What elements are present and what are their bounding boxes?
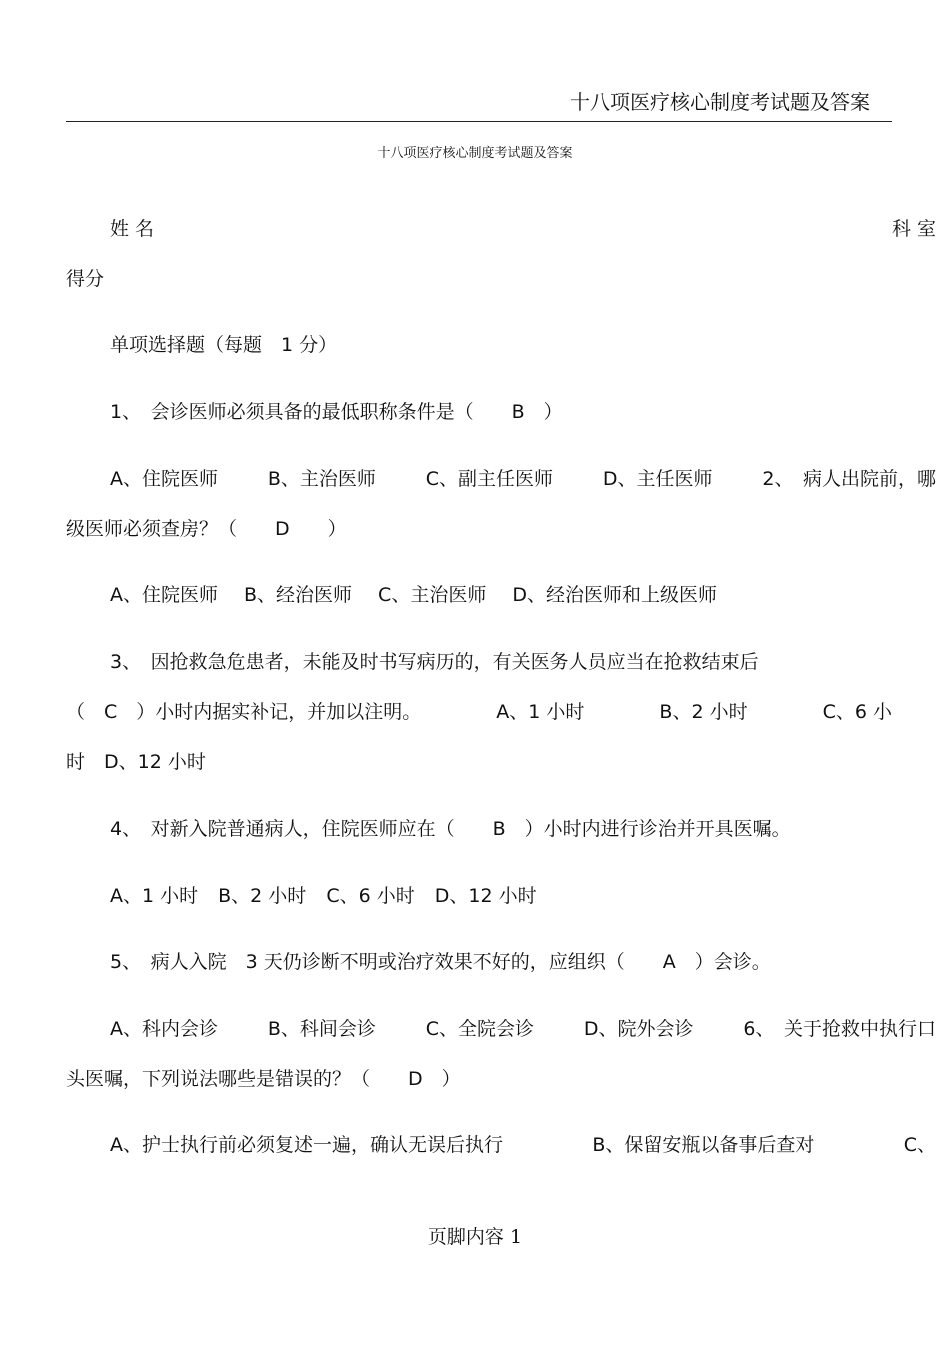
section-heading: 单项选择题（每题 1 分） bbox=[110, 334, 338, 356]
question-6-continued: 头医嘱，下列说法哪些是错误的？（ D ） bbox=[66, 1068, 461, 1090]
question-3-line-3: 时 D、12 小时 bbox=[66, 751, 206, 773]
q5-option-c: C、全院会诊 bbox=[425, 1018, 535, 1040]
question-3-line-2 bbox=[66, 700, 892, 724]
name-dept-row bbox=[66, 217, 936, 241]
question-3-blank: （ C ）小时内据实补记，并加以注明。 bbox=[66, 701, 422, 723]
q1-option-a: A、住院医师 bbox=[110, 468, 218, 490]
q4-option-c: C、6 小时 bbox=[326, 885, 415, 907]
question-2-start: 2、 病人出院前，哪 bbox=[762, 468, 936, 490]
q4-option-a: A、1 小时 bbox=[110, 885, 199, 907]
document-title: 十八项医疗核心制度考试题及答案 bbox=[377, 146, 573, 161]
q5-option-a: A、科内会诊 bbox=[110, 1018, 218, 1040]
q6-option-a: A、护士执行前必须复述一遍，确认无误后执行 bbox=[110, 1134, 503, 1156]
q6-option-b: B、保留安瓶以备事后查对 bbox=[592, 1134, 815, 1156]
q3-option-b: B、2 小时 bbox=[659, 701, 748, 723]
header-title: 十八项医疗核心制度考试题及答案 bbox=[570, 90, 870, 114]
question-5: 5、 病人入院 3 天仍诊断不明或治疗效果不好的，应组织（ A ）会诊。 bbox=[110, 951, 771, 973]
name-label: 姓 名 bbox=[110, 218, 155, 240]
q2-option-b: B、经治医师 bbox=[244, 584, 353, 606]
q3-option-a: A、1 小时 bbox=[496, 701, 585, 723]
question-1: 1、 会诊医师必须具备的最低职称条件是（ B ） bbox=[110, 401, 563, 423]
header-rule bbox=[66, 121, 892, 122]
q5-option-b: B、科间会诊 bbox=[267, 1018, 376, 1040]
q6-option-c: C、 bbox=[903, 1134, 936, 1156]
question-4: 4、 对新入院普通病人，住院医师应在（ B ）小时内进行诊治并开具医嘱。 bbox=[110, 818, 791, 840]
question-1-options bbox=[66, 467, 936, 491]
q2-option-a: A、住院医师 bbox=[110, 584, 218, 606]
q5-option-d: D、院外会诊 bbox=[583, 1018, 694, 1040]
question-5-options bbox=[66, 1017, 936, 1041]
question-2-continued: 级医师必须查房？（ D ） bbox=[66, 518, 347, 540]
q4-option-d: D、12 小时 bbox=[434, 885, 537, 907]
q2-option-c: C、主治医师 bbox=[378, 584, 487, 606]
q1-option-d: D、主任医师 bbox=[602, 468, 713, 490]
score-label: 得分 bbox=[66, 268, 105, 290]
q1-option-c: C、副主任医师 bbox=[425, 468, 554, 490]
question-3-line-1: 3、 因抢救急危患者，未能及时书写病历的，有关医务人员应当在抢救结束后 bbox=[110, 651, 759, 673]
page-footer: 页脚内容 1 bbox=[427, 1226, 523, 1248]
dept-label: 科 室 bbox=[891, 218, 936, 240]
question-6-start: 6、 关于抢救中执行口 bbox=[743, 1018, 936, 1040]
q3-option-c: C、6 小 bbox=[822, 701, 892, 723]
question-2-options bbox=[66, 583, 936, 607]
q4-option-b: B、2 小时 bbox=[218, 885, 307, 907]
question-6-options bbox=[66, 1133, 936, 1157]
question-4-options bbox=[66, 884, 936, 908]
q2-option-d: D、经治医师和上级医师 bbox=[512, 584, 717, 606]
q1-option-b: B、主治医师 bbox=[267, 468, 376, 490]
